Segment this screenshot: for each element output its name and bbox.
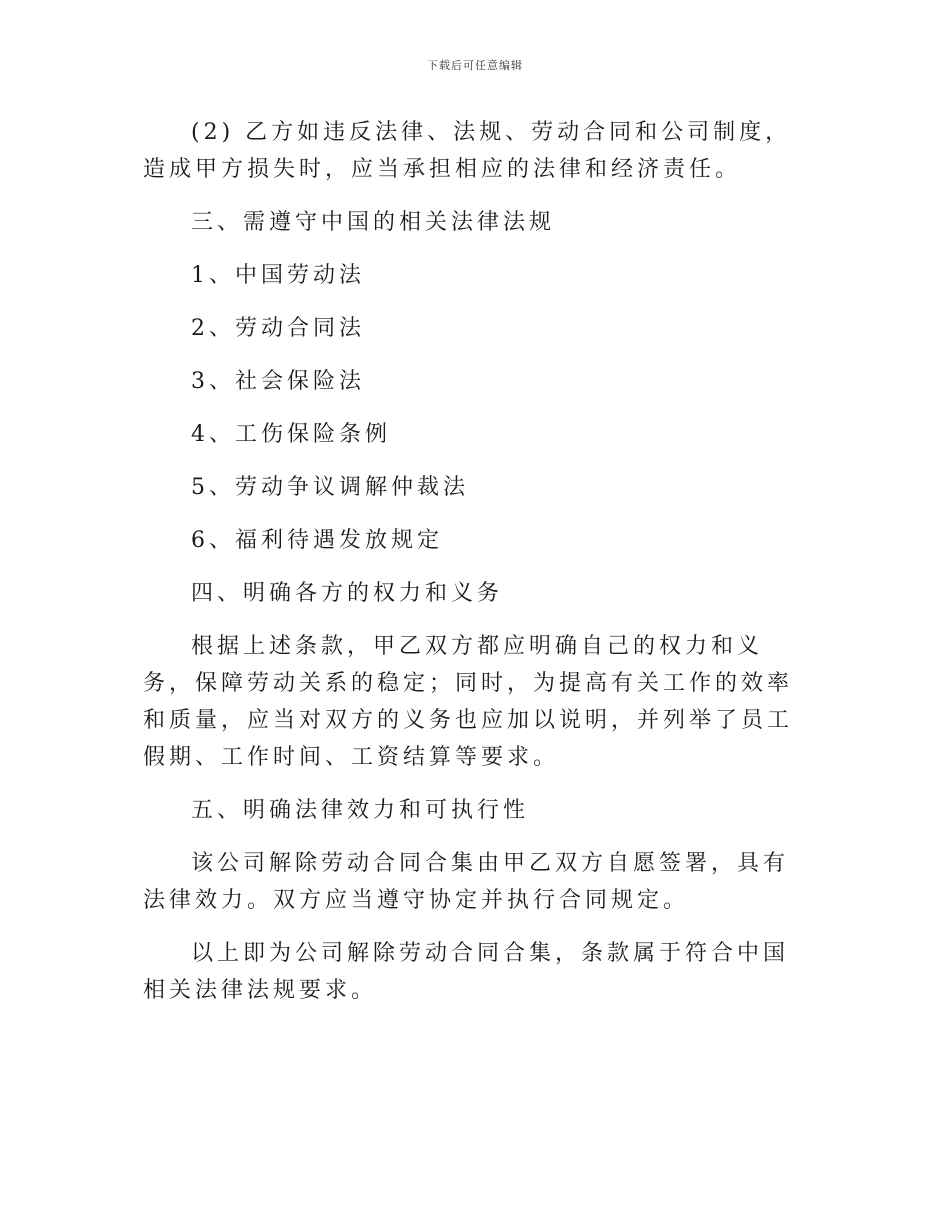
list-item-law-6: 6、福利待遇发放规定 bbox=[191, 528, 443, 553]
paragraph-conclusion: 以上即为公司解除劳动合同合集，条款属于符合中国相关法律法规要求。 bbox=[143, 941, 790, 1003]
list-item-law-2: 2、劳动合同法 bbox=[191, 316, 365, 341]
page-header: 下载后可任意编辑 bbox=[427, 59, 523, 72]
list-item-law-4: 4、工伤保险条例 bbox=[191, 422, 391, 447]
heading-section-5: 五、明确法律效力和可执行性 bbox=[191, 798, 530, 823]
list-item-law-5: 5、劳动争议调解仲裁法 bbox=[191, 475, 469, 500]
heading-section-4: 四、明确各方的权力和义务 bbox=[191, 581, 504, 606]
paragraph-legal-effect: 该公司解除劳动合同合集由甲乙双方自愿签署，具有法律效力。双方应当遵守协定并执行合同规定。 bbox=[143, 851, 790, 913]
paragraph-rights-obligations: 根据上述条款，甲乙双方都应明确自己的权力和义务，保障劳动关系的稳定；同时，为提高有关工作的效率和质量，应当对双方的义务也应加以说明，并列举了员工假期、工作时间、工资结算等要求。 bbox=[143, 634, 794, 770]
list-item-law-3: 3、社会保险法 bbox=[191, 369, 365, 394]
document-body bbox=[143, 114, 813, 1025]
paragraph-liability: (2) 乙方如违反法律、法规、劳动合同和公司制度，造成甲方损失时，应当承担相应的法律和经济责任。 bbox=[143, 120, 792, 182]
list-item-law-1: 1、中国劳动法 bbox=[191, 263, 365, 288]
heading-section-3: 三、需遵守中国的相关法律法规 bbox=[191, 210, 556, 235]
